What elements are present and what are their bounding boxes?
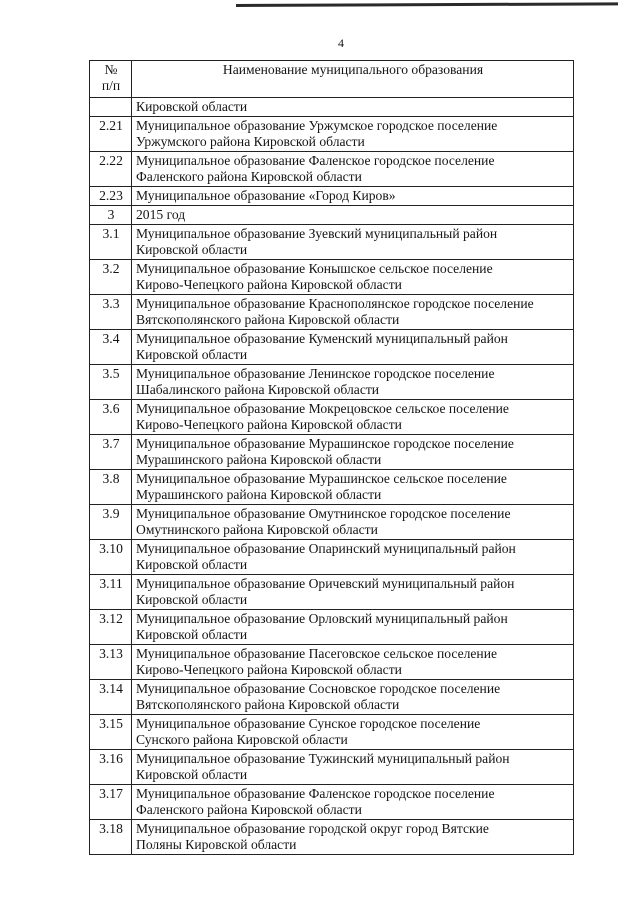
row-name-line: Кировской области (136, 347, 248, 362)
row-number: 2.22 (90, 152, 132, 187)
row-name-line: Муниципальное образование Оричевский муниципальный район (136, 576, 515, 591)
row-name-line: Муниципальное образование Сосновское городское поселение (136, 681, 501, 696)
column-header-name: Наименование муниципального образования (132, 61, 574, 98)
table-row (90, 470, 574, 505)
row-name-line: Кировской области (136, 99, 248, 114)
row-name-line: Муниципальное образование Зуевский муниципальный район (136, 226, 498, 241)
row-name-line: Мурашинского района Кировской области (136, 487, 382, 502)
table-row (90, 645, 574, 680)
table-row (90, 610, 574, 645)
row-number: 3.16 (90, 750, 132, 785)
table-row (90, 365, 574, 400)
table-row (90, 435, 574, 470)
table-row (90, 295, 574, 330)
table-row (90, 400, 574, 435)
table-row (90, 680, 574, 715)
row-name-line: Кировской области (136, 242, 248, 257)
row-number: 3.10 (90, 540, 132, 575)
row-number: 3.8 (90, 470, 132, 505)
row-name-line: Муниципальное образование Конышское сельское поселение (136, 261, 493, 276)
row-name-line: Кирово-Чепецкого района Кировской области (136, 662, 402, 677)
row-name (132, 575, 574, 610)
row-name (132, 610, 574, 645)
row-name (132, 750, 574, 785)
row-name-line: Фаленского района Кировской области (136, 169, 362, 184)
row-name-line: Кировской области (136, 767, 248, 782)
row-number: 3.18 (90, 820, 132, 855)
row-number: 3.17 (90, 785, 132, 820)
row-number: 3.12 (90, 610, 132, 645)
table-row (90, 260, 574, 295)
row-name (132, 505, 574, 540)
table-row (90, 98, 574, 117)
column-header-number-line2: п/п (101, 78, 121, 93)
table-row (90, 330, 574, 365)
table-row (90, 505, 574, 540)
row-name (132, 260, 574, 295)
row-number: 2.21 (90, 117, 132, 152)
row-name-line: Кирово-Чепецкого района Кировской области (136, 277, 402, 292)
table-row (90, 225, 574, 260)
table-row (90, 206, 574, 225)
table-body (90, 98, 574, 855)
row-name (132, 225, 574, 260)
row-name (132, 98, 574, 117)
row-name-line: Кирово-Чепецкого района Кировской области (136, 417, 402, 432)
row-name-line: Фаленского района Кировской области (136, 802, 362, 817)
row-number: 3.15 (90, 715, 132, 750)
row-number: 3.5 (90, 365, 132, 400)
row-number: 3.7 (90, 435, 132, 470)
row-number (90, 98, 132, 117)
row-number: 3.9 (90, 505, 132, 540)
row-name-line: Муниципальное образование Орловский муниципальный район (136, 611, 508, 626)
row-name-line: Муниципальное образование Фаленское городское поселение (136, 786, 495, 801)
row-name (132, 645, 574, 680)
table-row (90, 715, 574, 750)
row-name-line: Сунского района Кировской области (136, 732, 348, 747)
row-number: 2.23 (90, 187, 132, 206)
row-name-line: Муниципальное образование Уржумское городское поселение (136, 118, 498, 133)
row-name-line: Вятскополянского района Кировской области (136, 697, 400, 712)
row-name-line: Муниципальное образование Краснополянское городское поселение (136, 296, 534, 311)
page-number: 4 (338, 36, 344, 50)
table-row (90, 540, 574, 575)
row-name-line: Поляны Кировской области (136, 837, 297, 852)
row-name (132, 117, 574, 152)
column-header-number (90, 61, 132, 98)
row-name (132, 330, 574, 365)
row-number: 3 (90, 206, 132, 225)
row-name-line: Омутнинского района Кировской области (136, 522, 378, 537)
row-name-line: Муниципальное образование Фаленское городское поселение (136, 153, 495, 168)
row-name (132, 152, 574, 187)
row-name-line: Кировской области (136, 592, 248, 607)
row-number: 3.11 (90, 575, 132, 610)
row-name-line: Кировской области (136, 557, 248, 572)
row-name (132, 470, 574, 505)
row-name-line: 2015 год (136, 207, 186, 222)
row-name (132, 400, 574, 435)
row-number: 3.14 (90, 680, 132, 715)
row-name (132, 365, 574, 400)
table-row (90, 152, 574, 187)
row-name (132, 820, 574, 855)
row-name-line: Мурашинского района Кировской области (136, 452, 382, 467)
table-row (90, 117, 574, 152)
row-name-line: Муниципальное образование Мокрецовское сельское поселение (136, 401, 509, 416)
column-header-number-line1: № (104, 62, 118, 77)
table-row (90, 575, 574, 610)
table-header-row (90, 61, 574, 98)
row-number: 3.2 (90, 260, 132, 295)
row-number: 3.1 (90, 225, 132, 260)
row-name-line: Муниципальное образование Мурашинское сельское поселение (136, 471, 507, 486)
row-name-line: Муниципальное образование Ленинское городское поселение (136, 366, 495, 381)
row-name (132, 680, 574, 715)
row-name-line: Муниципальное образование Опаринский муниципальный район (136, 541, 516, 556)
row-name-line: Кировской области (136, 627, 248, 642)
row-name-line: Вятскополянского района Кировской области (136, 312, 400, 327)
row-number: 3.4 (90, 330, 132, 365)
row-name (132, 715, 574, 750)
row-name-line: Муниципальное образование Омутнинское городское поселение (136, 506, 511, 521)
row-name (132, 206, 574, 225)
municipalities-table (89, 60, 574, 855)
row-number: 3.3 (90, 295, 132, 330)
row-name-line: Муниципальное образование городской округ город Вятские (136, 821, 489, 836)
row-name (132, 435, 574, 470)
row-name (132, 540, 574, 575)
row-name (132, 785, 574, 820)
row-number: 3.6 (90, 400, 132, 435)
table-row (90, 750, 574, 785)
row-name-line: Муниципальное образование «Город Киров» (136, 188, 396, 203)
row-name-line: Муниципальное образование Тужинский муниципальный район (136, 751, 510, 766)
row-name-line: Шабалинского района Кировской области (136, 382, 380, 397)
row-name-line: Уржумского района Кировской области (136, 134, 365, 149)
top-rule (236, 2, 618, 7)
row-name-line: Муниципальное образование Мурашинское городское поселение (136, 436, 514, 451)
row-name-line: Муниципальное образование Пасеговское сельское поселение (136, 646, 498, 661)
row-name-line: Муниципальное образование Куменский муниципальный район (136, 331, 508, 346)
table-row (90, 187, 574, 206)
row-name (132, 295, 574, 330)
row-number: 3.13 (90, 645, 132, 680)
table-row (90, 785, 574, 820)
row-name-line: Муниципальное образование Сунское городское поселение (136, 716, 481, 731)
row-name (132, 187, 574, 206)
table-row (90, 820, 574, 855)
